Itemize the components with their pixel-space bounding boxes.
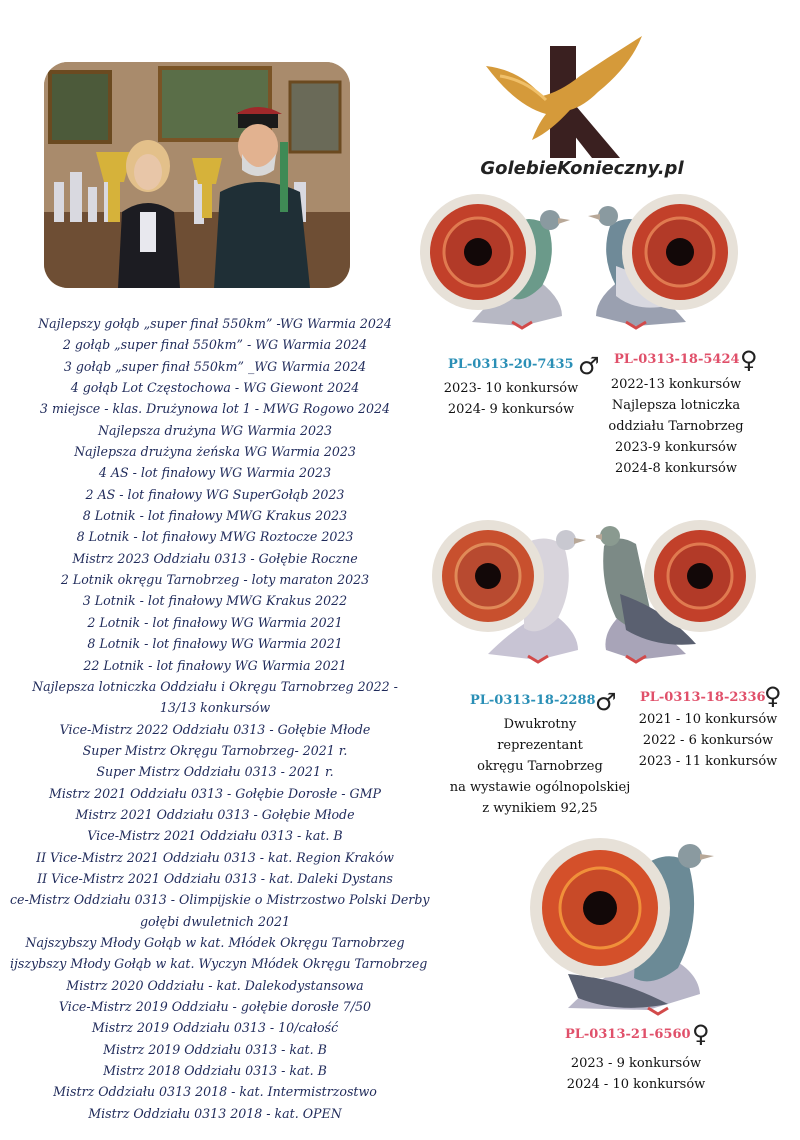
achievement-line: Najlepsza drużyna żeńska WG Warmia 2023 xyxy=(74,444,356,460)
achievement-line: 8 Lotnik - lot finałowy WG Warmia 2021 xyxy=(87,636,343,652)
achievement-line: 4 gołąb Lot Częstochowa - WG Giewont 2024 xyxy=(70,380,360,396)
achievement-line: Mistrz Oddziału 0313 2018 - kat. Intermistrzostwo xyxy=(53,1084,377,1100)
pigeon-photo-2 xyxy=(586,186,746,336)
achievement-line: Mistrz 2019 Oddziału 0313 - kat. B xyxy=(103,1041,327,1057)
info-line: 2023 - 9 konkursów xyxy=(570,1056,702,1071)
achievement-line: Mistrz 2019 Oddziału 0313 - 10/całość xyxy=(91,1020,339,1036)
achievement-line: 13/13 konkursów xyxy=(159,700,271,716)
achievement-line: 22 Lotnik - lot finałowy WG Warmia 2021 xyxy=(83,657,347,673)
achievement-line: Najszybszy Młody Gołąb w kat. Młódek Okręgu Tarnobrzeg xyxy=(25,934,405,950)
achievement-line: Najlepsza drużyna WG Warmia 2023 xyxy=(97,422,333,438)
info-line: z wynikiem 92,25 xyxy=(482,801,598,816)
achievement-line: 2 Lotnik - lot finałowy WG Warmia 2021 xyxy=(87,614,343,630)
achievement-line: 8 Lotnik - lot finałowy MWG Krakus 2023 xyxy=(82,508,348,524)
info-line: 2022-13 konkursów xyxy=(610,377,742,392)
pigeon-3-ring: PL-0313-18-2288 xyxy=(470,693,596,708)
info-line: 2024 - 10 konkursów xyxy=(566,1077,706,1092)
female-symbol-icon: ♀ xyxy=(692,1020,710,1048)
info-line: oddziału Tarnobrzeg xyxy=(608,419,744,434)
info-line: 2023 - 11 konkursów xyxy=(638,754,778,769)
pigeon-5-ring: PL-0313-21-6560 xyxy=(565,1027,691,1042)
pigeon-photo-1 xyxy=(412,186,572,336)
info-line: 2022 - 6 konkursów xyxy=(642,733,774,748)
achievement-line: 8 Lotnik - lot finałowy MWG Roztocze 2023 xyxy=(76,529,354,545)
achievement-line: gołębi dwuletnich 2021 xyxy=(139,913,291,929)
pigeon-5-info xyxy=(556,1053,716,1095)
achievement-line: Vice-Mistrz 2021 Oddziału 0313 - kat. B xyxy=(87,828,343,844)
achievement-line: ijszybszy Młody Gołąb w kat. Wyczyn Młódek Okręgu Tarnobrzeg xyxy=(10,956,428,972)
male-symbol-icon: ♂ xyxy=(595,688,617,716)
achievement-line: ce-Mistrz Oddziału 0313 - Olimpijskie o Mistrzostwo Polski Derby xyxy=(10,892,430,908)
info-line: reprezentant xyxy=(497,738,583,753)
male-symbol-icon: ♂ xyxy=(578,352,600,380)
pigeon-4-ring: PL-0313-18-2336 xyxy=(640,690,766,705)
achievement-line: Vice-Mistrz 2019 Oddziału - gołębie dorosłe 7/50 xyxy=(58,999,372,1014)
pigeon-3-info xyxy=(430,714,650,819)
pigeon-4-info xyxy=(628,709,788,772)
achievement-line: Mistrz 2023 Oddziału 0313 - Gołębie Roczne xyxy=(72,550,358,566)
female-symbol-icon: ♀ xyxy=(740,346,758,374)
info-line: na wystawie ogólnopolskiej xyxy=(449,780,631,795)
info-line: 2023-9 konkursów xyxy=(614,440,738,455)
achievement-line: 2 AS - lot finałowy WG SuperGołąb 2023 xyxy=(85,486,345,502)
logo-letter-arm xyxy=(570,106,620,158)
info-line: Najlepsza lotniczka xyxy=(611,398,741,413)
pigeon-photo-4 xyxy=(596,514,766,670)
info-line: okręgu Tarnobrzeg xyxy=(477,759,603,774)
achievement-line: II Vice-Mistrz 2021 Oddziału 0313 - kat. Daleki Dystans xyxy=(37,870,393,886)
achievement-line: Mistrz 2020 Oddziału - kat. Dalekodystansowa xyxy=(66,977,364,993)
female-symbol-icon: ♀ xyxy=(764,682,782,710)
achievement-line: 2 gołąb „super finał 550km” - WG Warmia 2024 xyxy=(62,337,368,353)
achievement-line: Vice-Mistrz 2022 Oddziału 0313 - Gołębie Młode xyxy=(59,721,371,737)
info-line: 2024- 9 konkursów xyxy=(447,402,575,417)
pigeon-photo-5 xyxy=(528,828,718,1020)
achievement-line: Najlepszy gołąb „super finał 550km” -WG Warmia 2024 xyxy=(38,316,392,331)
achievement-line: 3 gołąb „super finał 550km” _WG Warmia 2024 xyxy=(63,358,367,374)
info-line: Dwukrotny xyxy=(503,717,577,732)
achievement-line: Super Mistrz Okręgu Tarnobrzeg- 2021 r. xyxy=(82,742,348,758)
achievement-line: 3 miejsce - klas. Drużynowa lot 1 - MWG Rogowo 2024 xyxy=(39,401,391,417)
pigeon-1-info xyxy=(436,378,586,420)
achievement-line: Mistrz 2021 Oddziału 0313 - Gołębie Młode xyxy=(75,806,355,822)
achievement-line: 3 Lotnik - lot finałowy MWG Krakus 2022 xyxy=(82,593,348,609)
achievement-line: 4 AS - lot finałowy WG Warmia 2023 xyxy=(98,465,332,481)
achievement-line: Mistrz Oddziału 0313 2018 - kat. OPEN xyxy=(88,1105,342,1121)
pigeon-1-ring: PL-0313-20-7435 xyxy=(448,357,574,372)
brand-site-name: GolebieKonieczny.pl xyxy=(480,158,684,179)
info-line: 2021 - 10 konkursów xyxy=(638,712,778,727)
pigeon-photo-3 xyxy=(428,514,588,670)
achievement-line: 2 Lotnik okręgu Tarnobrzeg - loty maraton 2023 xyxy=(60,572,370,588)
pigeon-2-info xyxy=(596,374,756,479)
achievement-line: Mistrz 2021 Oddziału 0313 - Gołębie Dorosłe - GMP xyxy=(49,785,381,801)
achievement-line: Super Mistrz Oddziału 0313 - 2021 r. xyxy=(96,764,334,780)
pigeon-2-ring: PL-0313-18-5424 xyxy=(614,352,740,367)
info-line: 2023- 10 konkursów xyxy=(443,381,579,396)
team-photo xyxy=(44,62,350,288)
achievement-line: Najlepsza lotniczka Oddziału i Okręgu Tarnobrzeg 2022 - xyxy=(32,678,398,694)
achievement-line: Mistrz 2018 Oddziału 0313 - kat. B xyxy=(103,1063,327,1079)
info-line: 2024-8 konkursów xyxy=(614,461,738,476)
achievement-line: II Vice-Mistrz 2021 Oddziału 0313 - kat. Region Kraków xyxy=(36,849,394,865)
achievements-list xyxy=(10,313,430,1124)
